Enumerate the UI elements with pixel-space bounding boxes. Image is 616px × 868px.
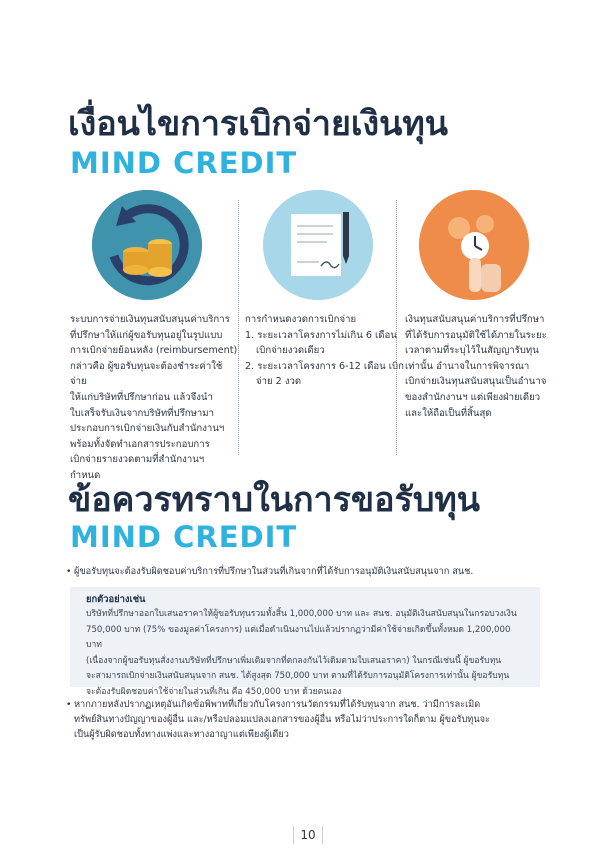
text-line: ให้แก่บริษัทที่ปรึกษาก่อน แล้วจึงนำ: [70, 391, 213, 403]
coins-cycle-icon: [92, 190, 202, 300]
bullet-text: หากภายหลังปรากฏเหตุอันเกิดข้อพิพาทที่เกี่ยวกับโครงการนวัตกรรมที่ได้รับทุนจาก สนช. ว่ามีการละเมิด: [74, 699, 481, 710]
page-number: 10: [293, 826, 322, 844]
bullet-text: ทรัพย์สินทางปัญญาของผู้อื่น และ/หรือปลอมแปลงเอกสารของผู้อื่น หรือไม่ว่าประการใดก็ตาม ผู้ขอรับทุนจะ: [74, 714, 490, 725]
hand-clock-icon: [419, 190, 529, 300]
text-line: ที่ปรึกษาให้แก่ผู้ขอรับทุนอยู่ในรูปแบบ: [70, 329, 223, 341]
bullet-text: เป็นผู้รับผิดชอบทั้งทางแพ่งและทางอาญาแต่เพียงผู้เดียว: [74, 729, 289, 740]
text-line: การเบิกจ่ายย้อนหลัง (reimbursement): [70, 345, 238, 357]
example-title: ยกตัวอย่างเช่น: [86, 594, 146, 605]
example-line: บริษัทที่ปรึกษาออกใบเสนอราคาให้ผู้ขอรับทุนรวมทั้งสิ้น 1,000,000 บาท และ สนช. อนุมัติเงินสนับสนุนในกรอบวงเงิน: [86, 609, 517, 619]
section2-subtitle: MIND CREDIT: [70, 520, 298, 554]
example-line: จะสามารถเบิกจ่ายเงินสนับสนุนจาก สนช. ได้สูงสุด 750,000 บาท ตามที่ได้รับการอนุมัติโครงการเท่านั้น ผู้ขอรับทุน: [86, 671, 510, 682]
text-line: เบิกจ่ายเงินทุนสนับสนุนเป็นอำนาจ: [405, 376, 547, 388]
text-line: ประกอบการเบิกจ่ายเงินกับสำนักงานฯ: [70, 423, 225, 435]
text-line: กล่าวคือ ผู้ขอรับทุนจะต้องชำระค่าใช้จ่าย: [70, 360, 223, 388]
section2-title: ข้อควรทราบในการขอรับทุน: [68, 480, 481, 520]
text-line: ของสำนักงานฯ แต่เพียงฝ่ายเดียว: [405, 391, 541, 403]
example-line: (เนื่องจากผู้ขอรับทุนสั่งงานบริษัทที่ปรึกษาเพิ่มเติมจากที่ตกลงกันไว้เดิมตามใบเสนอราคา) ในกรณีเช่นนี้ ผู้ขอรับทุน: [86, 655, 502, 666]
bullet-text: ผู้ขอรับทุนจะต้องรับผิดชอบค่าบริการที่ปรึกษาในส่วนที่เกินจากที่ได้รับการอนุมัติเงินสนับสนุนจาก สนช.: [74, 566, 474, 577]
text-line: กำหนด: [70, 469, 101, 481]
text-line: ระบบการจ่ายเงินทุนสนับสนุนค่าบริการ: [70, 314, 230, 325]
document-pen-icon: [263, 190, 373, 300]
text-line: เท่านั้น อำนาจในการพิจารณา: [405, 360, 530, 372]
list-item: 2. ระยะเวลาโครงการ 6-12 เดือน เบิกจ่าย 2 งวด: [245, 360, 404, 388]
column-divider: [238, 200, 239, 455]
bullet-item: • หากภายหลังปรากฏเหตุอันเกิดข้อพิพาทที่เกี่ยวกับโครงการนวัตกรรมที่ได้รับทุนจาก สนช. ว่ามีการละเมิด ทรัพย์สินทางปัญญาของผู้อื่น และ/หรือปลอมแปลงเอกสารของผู้อื่น หรือไม่ว่าประการใดก็ตาม ผู้ขอรับทุนจะ เป็นผู้รับผิดชอบทั้งทางแพ่งและทางอาญาแต่เพียงผู้เดียว: [66, 697, 538, 742]
text-line: พร้อมทั้งจัดทำเอกสารประกอบการ: [70, 438, 210, 450]
text-line: เวลาตามที่ระบุไว้ในสัญญารับทุน: [405, 345, 539, 357]
text-line: เงินทุนสนับสนุนค่าบริการที่ปรึกษา: [405, 314, 545, 325]
section1-subtitle: MIND CREDIT: [70, 146, 298, 180]
info-column-installments: [245, 190, 413, 390]
text-line: ใบเสร็จรับเงินจากบริษัทที่ปรึกษามา: [70, 407, 214, 419]
example-box: [70, 587, 540, 697]
info-column-authority: [405, 190, 573, 421]
section1-title: เงื่อนไขการเบิกจ่ายเงินทุน: [68, 104, 449, 144]
example-line: 750,000 บาท (75% ของมูลค่าโครงการ) แต่เมื่อดำเนินงานไปแล้วปรากฏว่ามีค่าใช้จ่ายเกิดขึ้นทั้งหมด 1,200,000 บาท: [86, 624, 511, 651]
authority-text: [405, 312, 573, 421]
installments-text: [245, 312, 413, 390]
bullet-item: • ผู้ขอรับทุนจะต้องรับผิดชอบค่าบริการที่ปรึกษาในส่วนที่เกินจากที่ได้รับการอนุมัติเงินสนับสนุนจาก สนช.: [66, 566, 474, 577]
page-footer: [0, 826, 616, 844]
installments-intro: การกำหนดงวดการเบิกจ่าย: [245, 314, 357, 325]
text-line: ที่ได้รับการอนุมัติใช้ได้ภายในระยะ: [405, 329, 547, 341]
list-item: 1. ระยะเวลาโครงการไม่เกิน 6 เดือน เบิกจ่ายงวดเดียว: [245, 329, 397, 357]
text-line: และให้ถือเป็นที่สิ้นสุด: [405, 407, 492, 419]
text-line: เบิกจ่ายรายงวดตามที่สำนักงานฯ: [70, 454, 205, 466]
reimbursement-text: [70, 312, 238, 484]
example-line: จะต้องรับผิดชอบค่าใช้จ่ายในส่วนที่เกิน คือ 450,000 บาท ด้วยตนเอง: [86, 686, 342, 697]
info-column-reimbursement: [70, 190, 238, 484]
